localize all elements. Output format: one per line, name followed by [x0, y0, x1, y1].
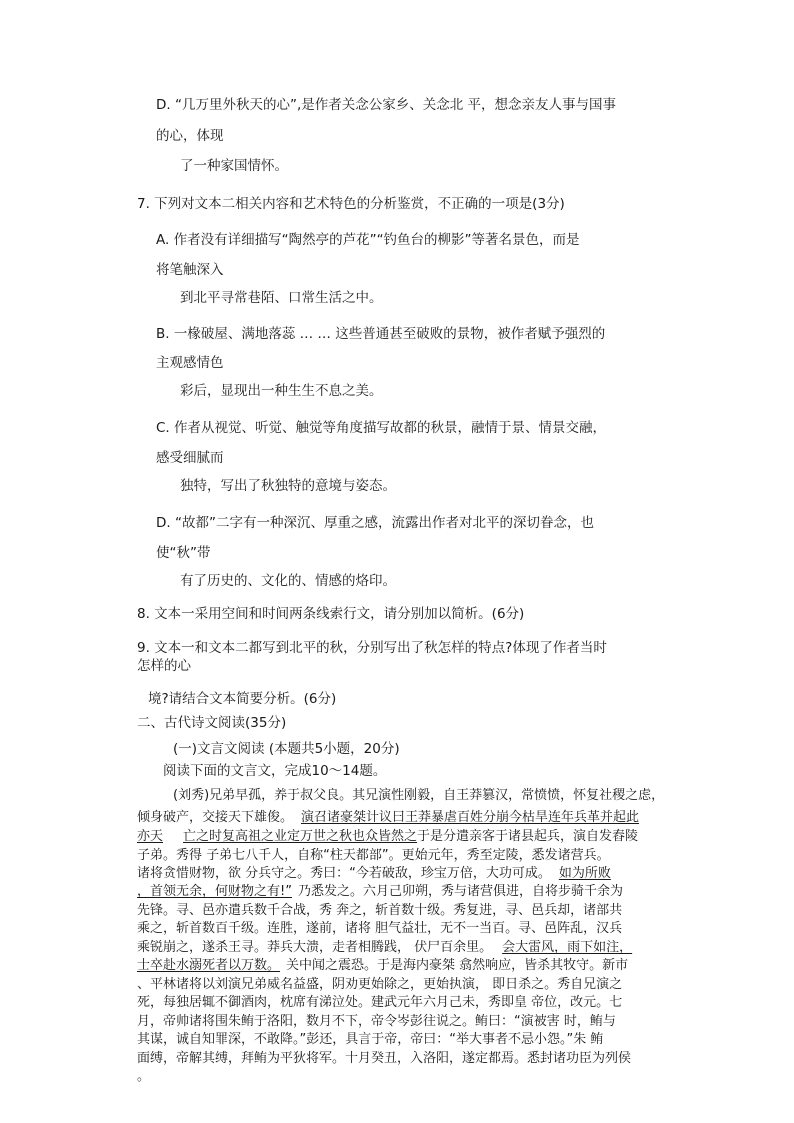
underlined-sentence-3-cont: 士卒赴水溺死者以万数。 [137, 958, 281, 973]
passage-text: 关中闻之震恐。于是海内豪桀 翕然响应，皆杀其牧守。新市 [286, 958, 629, 973]
q7-option-a-line-2: 将笔触深入 [156, 262, 224, 278]
q7-option-d-line-3: 有了历史的、文化的、情感的烙印。 [180, 573, 396, 589]
underlined-sentence-2: 如为所败 [558, 866, 611, 881]
underlined-sentence-1: 演召诸豪桀计议曰王莽暴虐百姓分崩今枯旱连年兵革并起此 [301, 810, 640, 825]
passage-line-14: 其谋，诚自知罪深，不敢降。”彭还，具言于帝，帝曰：“举大事者不忌小怨。”朱 鲔 [137, 1032, 604, 1047]
passage-text: 乘锐崩之，遂杀王寻。莽兵大溃，走者相腾践， 伏尸百余里。 [137, 940, 493, 955]
q7-option-d-line-1: D. “故都”二字有一种深沉、厚重之感，流露出作者对北平的深切眷念，也 [156, 515, 594, 531]
passage-line-5 [137, 866, 611, 882]
passage-line-7: 先锋。寻、邑亦遣兵数千合战，秀 奔之，斩首数十级。秀复进，寻、邑兵却，诸部共 [137, 903, 623, 918]
passage-line-4: 子弟。秀得 子弟七八千人，自称“柱天都部”。更始元年，秀至定陵，悉发诸营兵。 [137, 848, 610, 863]
q7-option-a-line-1: A. 作者没有详细描写“陶然亭的芦花”“钓鱼台的柳影”等著名景色，而是 [156, 232, 580, 248]
passage-text: 诸将贪惜财物，欲 分兵守之。秀曰：“今若破敌，珍宝万倍，大功可成。 [137, 866, 551, 881]
option-d-line-2: 的心，体现 [156, 128, 224, 144]
underlined-sentence-3: 会大雷风，雨下如注， [502, 940, 633, 955]
reading-instruction: 阅读下面的文言文，完成10～14题。 [163, 763, 387, 779]
underlined-sentence-2-cont: ，首领无余，何财物之有!” [137, 884, 292, 899]
option-d-line-1: D. “几万里外秋天的心”,是作者关念公家乡、关念北 平，想念亲友人事与国事 [156, 97, 617, 113]
passage-line-9 [137, 940, 632, 956]
passage-text: 于是分遣亲客于诸县起兵，演自发舂陵 [417, 829, 639, 844]
passage-line-16: 。 [137, 1069, 151, 1084]
subsection-heading: (一)文言文阅读 (本题共5小题，20分) [173, 741, 400, 757]
passage-line-13: 月，帝帅诸将围朱鲔于洛阳，数月不下，帝令岑彭往说之。鲔曰：“演被害 时，鲔与 [137, 1014, 616, 1029]
q7-option-c-line-1: C. 作者从视觉、听觉、触觉等角度描写故都的秋景，融情于景、情景交融， [156, 420, 607, 436]
passage-line-10 [137, 958, 628, 974]
q7-option-c-line-3: 独特，写出了秋独特的意境与姿态。 [180, 478, 396, 494]
underlined-sentence-1-cont: 亦天 [137, 829, 164, 844]
passage-line-1: (刘秀)兄弟早孤，养于叔父良。其兄演性刚毅，自王莽篡汉，常愤愤，怀复社稷之虑， [173, 788, 665, 803]
passage-text: 倾身破产，交接天下雄俊。 [137, 810, 294, 825]
question-9-line-1: 9. 文本一和文本二都写到北平的秋，分别写出了秋怎样的特点?体现了作者当时 [137, 640, 607, 656]
passage-line-12: 死，每独居辄不御酒肉，枕席有涕泣处。建武元年六月己未，秀即皇 帝位，改元。七 [137, 995, 623, 1010]
passage-line-3 [137, 829, 638, 845]
passage-line-6 [137, 884, 623, 900]
question-9-line-2: 怎样的心 [137, 658, 191, 674]
q7-option-c-line-2: 感受细腻而 [156, 450, 224, 466]
passage-text: 乃悉发之。六月己卯朔，秀与诸营俱进，自将步骑千余为 [297, 884, 623, 899]
passage-line-11: 、平林诸将以刘演兄弟威名益盛，阴劝更始除之，更始执演， 即日杀之。秀自兄演之 [137, 977, 623, 992]
question-9-line-3: 境?请结合文本简要分析。(6分) [148, 691, 337, 707]
q7-option-b-line-3: 彩后，显现出一种生生不息之美。 [180, 383, 383, 399]
passage-line-2 [137, 810, 639, 826]
section-heading: 二、古代诗文阅读(35分) [137, 715, 287, 731]
question-7: 7. 下列对文本二相关内容和艺术特色的分析鉴赏，不正确的一项是(3分) [137, 196, 565, 212]
passage-line-8: 乘之，斩首数百千级。连胜，遂前，诸将 胆气益壮，无不一当百。寻、邑阵乱，汉兵 [137, 921, 623, 936]
underlined-sentence-1-end: 亡之时复高祖之业定万世之秋也众皆然之 [183, 829, 418, 844]
q7-option-b-line-1: B. 一椽破屋、满地落蕊 … … 这些普通甚至破败的景物，被作者赋予强烈的 [156, 326, 606, 342]
q7-option-a-line-3: 到北平寻常巷陌、口常生活之中。 [180, 290, 383, 306]
q7-option-b-line-2: 主观感情色 [156, 355, 224, 371]
option-d-line-3: 了一种家国情怀。 [180, 158, 288, 174]
q7-option-d-line-2: 使“秋”带 [156, 545, 211, 561]
passage-line-15: 面缚，帝解其缚，拜鲔为平狄将军。十月癸丑，入洛阳，遂定都焉。悉封诸功臣为列侯 [137, 1051, 632, 1066]
question-8: 8. 文本一采用空间和时间两条线索行文，请分别加以简析。(6分) [137, 606, 525, 622]
